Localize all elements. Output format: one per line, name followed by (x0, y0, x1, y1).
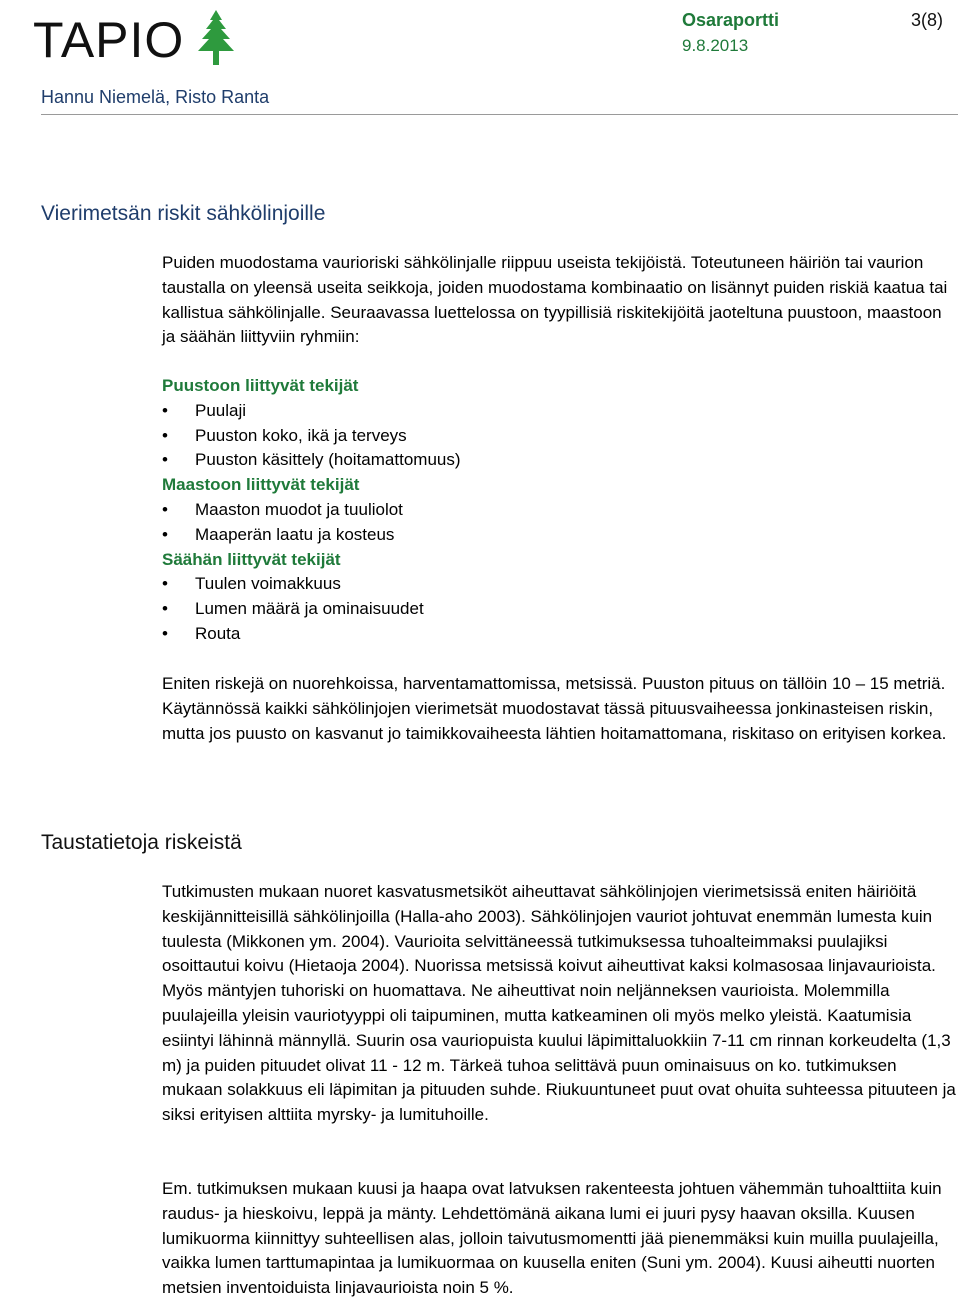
section-title-background: Taustatietoja riskeistä (41, 831, 242, 854)
authors: Hannu Niemelä, Risto Ranta (41, 87, 270, 107)
risk-factor-list (162, 374, 957, 647)
list-item: • Maaston muodot ja tuuliolot (162, 498, 957, 523)
intro-paragraph: Puiden muodostama vaurioriski sähkölinjalle riippuu useista tekijöistä. Toteutuneen häiriön tai vaurion taustalla on yleensä useita seikkoja, joiden muodostama kombinaatio on lisännyt puiden riskiä kaatua tai kallistua sähkölinjalle. Seuraavassa luettelossa on tyypillisiä riskitekijöitä jaoteltuna puustoon, maastoon ja säähän liittyviin ryhmiin: (162, 253, 948, 347)
bullet-list-weather (162, 572, 957, 646)
section-title-risks: Vierimetsän riskit sähkölinjoille (41, 202, 326, 225)
list-item: • Puuston koko, ikä ja terveys (162, 424, 957, 449)
spruce-tree-icon (194, 10, 238, 65)
document-date: 9.8.2013 (682, 36, 749, 55)
list-item: • Puuston käsittely (hoitamattomuus) (162, 448, 957, 473)
bullet-list-terrain (162, 498, 957, 548)
background-paragraph-2 (162, 1177, 957, 1301)
list-item: • Puulaji (162, 399, 957, 424)
group-heading-weather: Säähän liittyvät tekijät (162, 549, 341, 569)
background-paragraph-1 (162, 880, 957, 1128)
tapio-logo (33, 10, 238, 68)
conclusion-paragraph: Eniten riskejä on nuorehkoissa, harventamattomissa, metsissä. Puuston pituus on tällöin 10 – 15 metriä. Käytännössä kaikki sähkölinjojen vierimetsät muodostavat tässä pituusvaiheessa jonkinasteisen riskin, mutta jos puusto on kasvanut jo taimikkovaiheesta lähtien hoitamattomana, riskitaso on erityisen korkea. (162, 674, 947, 743)
list-item: • Lumen määrä ja ominaisuudet (162, 597, 957, 622)
conclusion-block (162, 672, 957, 746)
header-divider (41, 114, 958, 115)
bullet-list-stand (162, 399, 957, 473)
page-number: 3(8) (910, 10, 943, 30)
paragraph: Tutkimusten mukaan nuoret kasvatusmetsiköt aiheuttavat sähkölinjojen vierimetsissä eniten häiriöitä keskijännitteisillä sähkölinjoilla (Halla-aho 2003). Sähkölinjojen vauriot johtuvat enemmän lumesta kuin tuulesta (Mikkonen ym. 2004). Vaurioita selvittäneessä tutkimuksessa tuhoalteimmaksi puulajiksi osoittautui koivu (Hietaoja 2004). Nuorissa metsissä koivut aiheuttivat kaksi kolmasosaa linjavaurioista. Myös mäntyjen tuhoriski on huomattava. Ne aiheuttivat noin neljänneksen vaurioista. Molemmilla puulajeilla yleisin vauriotyyppi oli taipuminen, mutta katkeaminen oli myös melko yleistä. Kaatumisia esiintyi lähinnä männyllä. Suurin osa vauriopuista kuului läpimittaluokkiin 7-11 cm rinnan korkeudelta (1,3 m) ja puiden pituudet olivat 11 - 12 m. Tärkeä tuhoa selittävä puun ominaisuus on ko. tutkimuksen mukaan solakkuus eli läpimitan ja pituuden suhde. Riukuuntuneet puut ovat ohuita suhteessa pituuteen ja siksi erityisen alttiita myrsky- ja lumituhoille. (162, 882, 956, 1125)
group-heading-terrain: Maastoon liittyvät tekijät (162, 475, 360, 495)
list-item: • Maaperän laatu ja kosteus (162, 523, 957, 548)
group-heading-stand: Puustoon liittyvät tekijät (162, 376, 359, 395)
list-item: • Tuulen voimakkuus (162, 572, 957, 597)
list-item: • Routa (162, 622, 957, 647)
paragraph: Em. tutkimuksen mukaan kuusi ja haapa ovat latvuksen rakenteesta johtuen vähemmän tuhoalttiita kuin raudus- ja hieskoivu, leppä ja mänty. Lehdettömänä aikana lumi ei juuri pysy haavan oksilla. Kuusen lumikuorma kiinnittyy suhteellisen alas, jolloin taivutusmomentti jää pienemmäksi kuin muilla puulajeilla, vaikka lumen tarttumapintaa ja lumikuormaa on kuusella eniten (Suni ym. 2004). Kuusi aiheutti nuorten metsien inventoiduista linjavaurioista noin 5 %. (162, 1179, 942, 1298)
section-risks-body (162, 251, 957, 350)
document-type: Osaraportti (682, 10, 780, 30)
logo-text: TAPIO (33, 12, 185, 68)
